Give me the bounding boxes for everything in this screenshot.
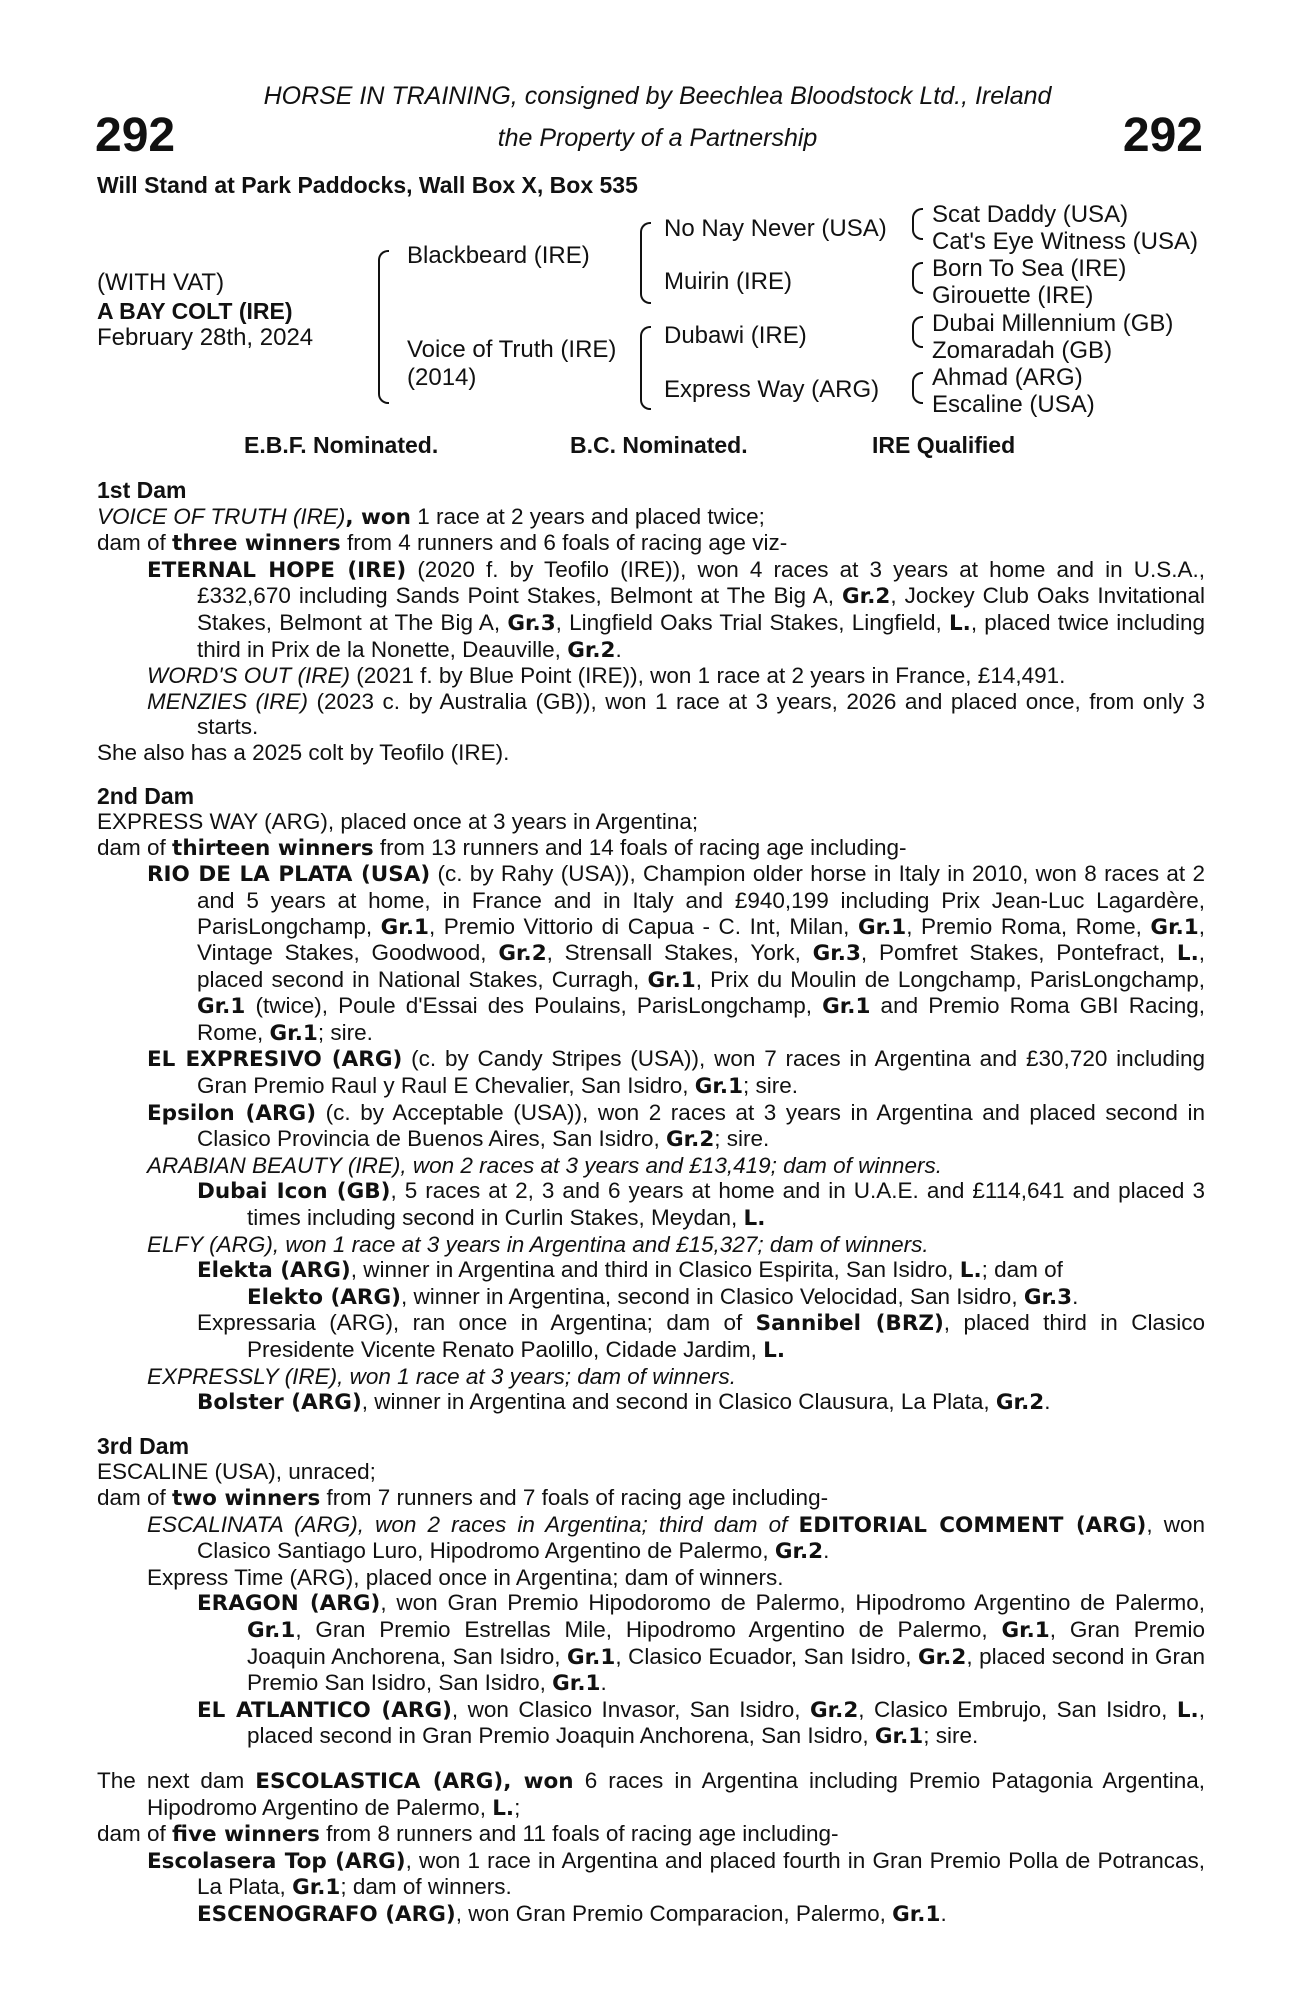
first-dam-produce: dam of three winners from 4 runners and 6 foals of racing age viz- bbox=[97, 530, 788, 557]
produce-words-out: WORD'S OUT (IRE) (2021 f. by Blue Point (IRE)), won 1 race at 2 years in France, £14,491. bbox=[147, 663, 1066, 689]
grandproduce-bolster: Bolster (ARG), winner in Argentina and second in Clasico Clausura, La Plata, Gr.2. bbox=[197, 1389, 1051, 1416]
ebf-nomination: E.B.F. Nominated. bbox=[244, 432, 439, 458]
first-dam-record: VOICE OF TRUTH (IRE), won 1 race at 2 years and placed twice; bbox=[97, 503, 765, 530]
sire: Blackbeard (IRE) bbox=[407, 242, 590, 269]
brace-dam bbox=[640, 326, 651, 410]
second-dam-record: EXPRESS WAY (ARG), placed once at 3 years in Argentina; bbox=[97, 809, 699, 835]
dam: Voice of Truth (IRE) bbox=[407, 336, 617, 363]
third-dam-produce: dam of two winners from 7 runners and 7 foals of racing age including- bbox=[97, 1484, 829, 1511]
produce-arabian-beauty: ARABIAN BEAUTY (IRE), won 2 races at 3 years and £13,419; dam of winners. bbox=[147, 1152, 942, 1178]
first-dam-heading: 1st Dam bbox=[97, 477, 187, 503]
stand-location: Will Stand at Park Paddocks, Wall Box X, Box 535 bbox=[97, 172, 638, 198]
grandproduce-elekto: Elekto (ARG), winner in Argentina, second in Clasico Velocidad, San Isidro, Gr.3. bbox=[247, 1283, 1079, 1310]
lot-number-right: 292 bbox=[1122, 109, 1203, 162]
brace-ds bbox=[912, 316, 923, 348]
brace-dd bbox=[912, 372, 923, 404]
catalogue-body bbox=[97, 478, 1205, 1927]
brace-ss bbox=[912, 208, 923, 240]
grandproduce-expressaria: Expressaria (ARG), ran once in Argentina; dam of Sannibel (BRZ), placed third in Clasico Presidente Vicente Renato Paolillo, Cidade Jardim, L. bbox=[197, 1310, 1205, 1363]
next-dam-record: The next dam ESCOLASTICA (ARG), won 6 races in Argentina including Premio Patagonia Argentina, Hipodromo Argentino de Palermo, L.; bbox=[97, 1767, 1205, 1821]
sire-dam: Muirin (IRE) bbox=[664, 268, 793, 295]
third-dam-heading: 3rd Dam bbox=[97, 1432, 190, 1459]
ssd: Cat's Eye Witness (USA) bbox=[932, 228, 1198, 255]
dsd: Zomaradah (GB) bbox=[932, 337, 1113, 364]
dam-year: (2014) bbox=[407, 364, 477, 391]
sire-sire: No Nay Never (USA) bbox=[664, 215, 887, 242]
produce-rio-de-la-plata: RIO DE LA PLATA (USA) (c. by Rahy (USA)), Champion older horse in Italy in 2010, won 8 races at 2 and 5 years at home, in France and in Italy and £940,199 including Prix Jean-Luc Lagardère, ParisLongchamp, Gr.1, Premio Vittorio di Capua - C. Int, Milan, Gr.1, Premio Roma, Rome, Gr.1, Vintage Stakes, Goodwood, Gr.2, Strensall Stakes, York, Gr.3, Pomfret Stakes, Pontefract, L., placed second in National Stakes, Curragh, Gr.1, Prix du Moulin de Longchamp, ParisLongchamp, Gr.1 (twice), Poule d'Essai des Poulains, ParisLongchamp, Gr.1 and Premio Roma GBI Racing, Rome, Gr.1; sire. bbox=[147, 861, 1206, 1046]
property-line: the Property of a Partnership bbox=[497, 124, 818, 152]
grandproduce-escenografo: ESCENOGRAFO (ARG), won Gran Premio Comparacion, Palermo, Gr.1. bbox=[197, 1900, 947, 1927]
sds: Born To Sea (IRE) bbox=[932, 255, 1127, 282]
produce-expressly: EXPRESSLY (IRE), won 1 race at 3 years; dam of winners. bbox=[147, 1363, 737, 1389]
produce-el-expresivo: EL EXPRESIVO (ARG) (c. by Candy Stripes (USA)), won 7 races in Argentina and £30,720 including Gran Premio Raul y Raul E Chevalier, San Isidro, Gr.1; sire. bbox=[147, 1046, 1205, 1100]
second-dam-produce: dam of thirteen winners from 13 runners and 14 foals of racing age including- bbox=[97, 834, 907, 861]
produce-escolasera-top: Escolasera Top (ARG), won 1 race in Argentina and placed fourth in Gran Premio Polla de Potrancas, La Plata, Gr.1; dam of winners. bbox=[147, 1847, 1205, 1901]
ddd: Escaline (USA) bbox=[932, 391, 1095, 418]
vat-label: (WITH VAT) bbox=[97, 269, 225, 296]
grandproduce-el-atlantico: EL ATLANTICO (ARG), won Clasico Invasor, San Isidro, Gr.2, Clasico Embrujo, San Isidro, L., placed second in Gran Premio Joaquin Anchorena, San Isidro, Gr.1; sire. bbox=[197, 1696, 1205, 1750]
dds: Ahmad (ARG) bbox=[932, 364, 1083, 391]
lot-number-left: 292 bbox=[95, 109, 176, 162]
sdd: Girouette (IRE) bbox=[932, 282, 1094, 309]
first-dam-also: She also has a 2025 colt by Teofilo (IRE). bbox=[97, 739, 510, 765]
ire-qualified: IRE Qualified bbox=[872, 432, 1016, 458]
produce-elfy: ELFY (ARG), won 1 race at 3 years in Argentina and £15,327; dam of winners. bbox=[147, 1231, 929, 1257]
dam-sire: Dubawi (IRE) bbox=[664, 322, 807, 349]
produce-express-time: Express Time (ARG), placed once in Argentina; dam of winners. bbox=[147, 1564, 784, 1590]
consignor-line: HORSE IN TRAINING, consigned by Beechlea Bloodstock Ltd., Ireland bbox=[263, 82, 1052, 110]
produce-menzies: MENZIES (IRE) (2023 c. by Australia (GB)), won 1 race at 3 years, 2026 and placed once, from only 3 starts. bbox=[147, 688, 1205, 740]
produce-epsilon: Epsilon (ARG) (c. by Acceptable (USA)), won 2 races at 3 years in Argentina and placed second in Clasico Provincia de Buenos Aires, San Isidro, Gr.2; sire. bbox=[147, 1099, 1205, 1153]
horse-name: A BAY COLT (IRE) bbox=[97, 298, 293, 324]
third-dam-record: ESCALINE (USA), unraced; bbox=[97, 1459, 376, 1485]
foaling-date: February 28th, 2024 bbox=[97, 324, 314, 351]
second-dam-heading: 2nd Dam bbox=[97, 782, 195, 809]
bc-nomination: B.C. Nominated. bbox=[570, 432, 748, 458]
dss: Dubai Millennium (GB) bbox=[932, 310, 1174, 337]
brace-sd bbox=[912, 262, 923, 294]
brace-sire bbox=[640, 222, 651, 304]
dam-dam: Express Way (ARG) bbox=[664, 376, 880, 403]
sss: Scat Daddy (USA) bbox=[932, 201, 1129, 228]
produce-escalinata: ESCALINATA (ARG), won 2 races in Argentina; third dam of EDITORIAL COMMENT (ARG), won Clasico Santiago Luro, Hipodromo Argentino de Palermo, Gr.2. bbox=[147, 1511, 1206, 1565]
brace-main bbox=[378, 250, 389, 404]
grandproduce-eragon: ERAGON (ARG), won Gran Premio Hipodoromo de Palermo, Hipodromo Argentino de Palermo, Gr.1, Gran Premio Estrellas Mile, Hipodromo Argentino de Palermo, Gr.1, Gran Premio Joaquin Anchorena, San Isidro, Gr.1, Clasico Ecuador, San Isidro, Gr.2, placed second in Gran Premio San Isidro, San Isidro, Gr.1. bbox=[197, 1590, 1206, 1697]
produce-eternal-hope: ETERNAL HOPE (IRE) (2020 f. by Teofilo (IRE)), won 4 races at 3 years at home and in U.S.A., £332,670 including Sands Point Stakes, Belmont at The Big A, Gr.2, Jockey Club Oaks Invitational Stakes, Belmont at The Big A, Gr.3, Lingfield Oaks Trial Stakes, Lingfield, L., placed twice including third in Prix de la Nonette, Deauville, Gr.2. bbox=[147, 556, 1206, 663]
grandproduce-elekta: Elekta (ARG), winner in Argentina and third in Clasico Espirita, San Isidro, L.; dam of bbox=[197, 1257, 1063, 1284]
grandproduce-dubai-icon: Dubai Icon (GB), 5 races at 2, 3 and 6 years at home and in U.A.E. and £114,641 and placed 3 times including second in Curlin Stakes, Meydan, L. bbox=[197, 1178, 1205, 1232]
next-dam-produce: dam of five winners from 8 runners and 11 foals of racing age including- bbox=[97, 1821, 839, 1848]
